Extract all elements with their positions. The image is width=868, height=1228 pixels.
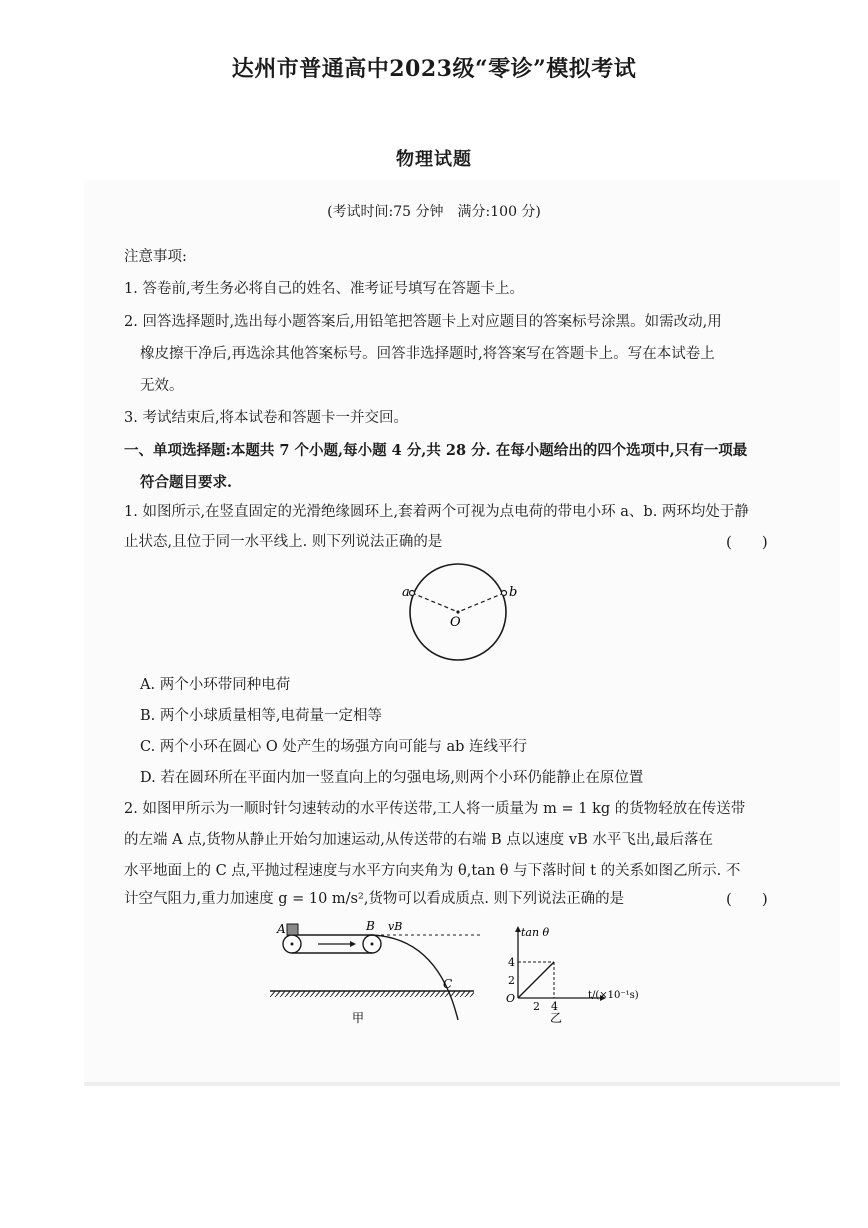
q1-option-a: A. 两个小环带同种电荷 bbox=[140, 677, 291, 693]
y-tick-label: 4 bbox=[508, 956, 515, 969]
q2-conveyor-figure bbox=[266, 918, 496, 1028]
caption-jia: 甲 bbox=[352, 1011, 365, 1025]
section-1-heading-cont: 符合题目要求. bbox=[140, 474, 233, 491]
cargo-box bbox=[287, 924, 298, 935]
q1-stem-line-2: 止状态,且位于同一水平线上. 则下列说法正确的是 bbox=[124, 534, 443, 550]
label-b: b bbox=[509, 585, 518, 600]
caption-yi: 乙 bbox=[550, 1011, 563, 1025]
exam-info: (考试时间:75 分钟 满分:100 分) bbox=[327, 204, 541, 220]
q1-option-c: C. 两个小环在圆心 O 处产生的场强方向可能与 ab 连线平行 bbox=[140, 739, 528, 755]
exam-main-title: 达州市普通高中2023级“零诊”模拟考试 bbox=[231, 56, 637, 82]
q2-stem-line-3: 水平地面上的 C 点,平抛过程速度与水平方向夹角为 θ,tan θ 与下落时间 t 的关系如图乙所示. 不 bbox=[124, 863, 741, 879]
q1-ring-figure bbox=[390, 556, 530, 668]
graph-marks bbox=[508, 956, 558, 1013]
x-axis-label: t/(×10⁻¹s) bbox=[588, 990, 639, 1001]
center-point bbox=[456, 610, 459, 613]
label-point-b: B bbox=[366, 919, 375, 933]
q1-answer-paren: ( ) bbox=[726, 533, 768, 551]
x-tick-label: 2 bbox=[533, 1000, 540, 1013]
x-tick-label: 4 bbox=[551, 1000, 558, 1013]
label-point-c: C bbox=[443, 977, 453, 991]
notice-item-2-line-1: 2. 回答选择题时,选出每小题答案后,用铅笔把答题卡上对应题目的答案标号涂黑。如需改动,用 bbox=[124, 314, 722, 330]
label-o: O bbox=[450, 615, 461, 630]
notice-item-3: 3. 考试结束后,将本试卷和答题卡一并交回。 bbox=[124, 410, 409, 426]
radius-ob bbox=[458, 593, 504, 612]
ground-hatch bbox=[270, 991, 474, 997]
charged-ring-b bbox=[502, 591, 507, 596]
label-point-a: A bbox=[277, 922, 286, 936]
section-1-heading: 一、单项选择题:本题共 7 个小题,每小题 4 分,共 28 分. 在每小题给出的四个选项中,只有一项最 bbox=[124, 442, 748, 459]
radius-oa bbox=[412, 593, 458, 612]
q1-stem-line-1: 1. 如图所示,在竖直固定的光滑绝缘圆环上,套着两个可视为点电荷的带电小环 a、b. 两环均处于静 bbox=[124, 504, 749, 520]
y-axis-label: tan θ bbox=[521, 926, 550, 939]
label-a: a bbox=[402, 585, 410, 600]
scan-edge bbox=[84, 1082, 840, 1086]
notice-item-2-line-3: 无效。 bbox=[140, 378, 184, 394]
charged-ring-a bbox=[410, 591, 415, 596]
q2-stem-line-4: 计空气阻力,重力加速度 g = 10 m/s²,货物可以看成质点. 则下列说法正确的是 bbox=[124, 891, 625, 907]
label-vb: vB bbox=[388, 920, 403, 933]
series-line bbox=[518, 962, 554, 998]
q2-tan-theta-graph bbox=[500, 918, 650, 1028]
notice-item-2-line-2: 橡皮擦干净后,再选涂其他答案标号。回答非选择题时,将答案写在答题卡上。写在本试卷上 bbox=[140, 346, 715, 362]
q2-stem-line-1: 2. 如图甲所示为一顺时针匀速转动的水平传送带,工人将一质量为 m = 1 kg 的货物轻放在传送带 bbox=[124, 801, 746, 817]
subject-title: 物理试题 bbox=[396, 149, 472, 170]
notice-item-1: 1. 答卷前,考生务必将自己的姓名、准考证号填写在答题卡上。 bbox=[124, 281, 525, 297]
q1-option-d: D. 若在圆环所在平面内加一竖直向上的匀强电场,则两个小环仍能静止在原位置 bbox=[140, 770, 644, 786]
notice-heading: 注意事项: bbox=[124, 249, 187, 265]
q2-answer-paren: ( ) bbox=[726, 890, 768, 908]
origin-label: O bbox=[506, 992, 516, 1005]
q2-stem-line-2: 的左端 A 点,货物从静止开始匀加速运动,从传送带的右端 B 点以速度 vB 水平飞出,最后落在 bbox=[124, 832, 713, 848]
q1-option-b: B. 两个小球质量相等,电荷量一定相等 bbox=[140, 708, 382, 724]
y-tick-label: 2 bbox=[508, 974, 515, 987]
